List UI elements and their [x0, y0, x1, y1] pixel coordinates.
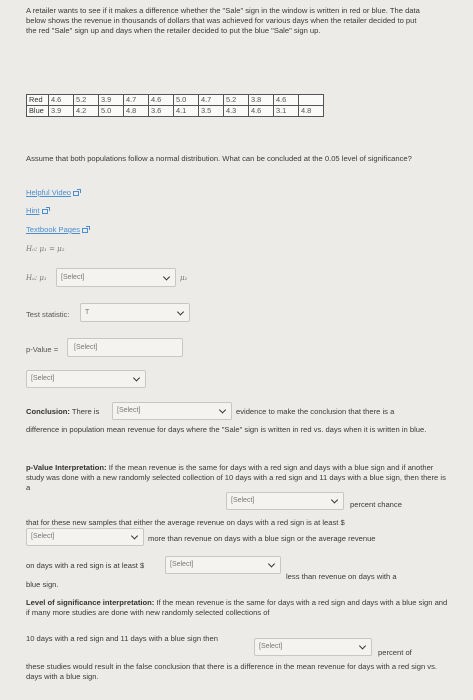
pvalue-diff-select-1[interactable] — [26, 528, 144, 546]
blue-value: 4.1 — [174, 106, 199, 117]
red-value: 5.2 — [74, 95, 99, 106]
pvalue-interpretation-text: If the mean revenue is the same for days with a red sign and days with a blue sign and if another study was done with a new randomly selected collection of 10 days with a red sign and 11 days with a blue sign, then there is a — [26, 463, 446, 492]
red-value: 4.6 — [149, 95, 174, 106]
pvalue-interpretation-line3: that for these new samples that either the average revenue on days with a red sign is at least $ — [26, 518, 345, 527]
pvalue-interpretation-line5: on days with a red sign is at least $ — [26, 561, 145, 570]
red-value: 3.8 — [249, 95, 274, 106]
helpful-video-link[interactable] — [26, 188, 79, 198]
chevron-down-icon — [359, 642, 366, 649]
select-placeholder: [Select] — [117, 407, 141, 415]
pvalue-interpretation-line1 — [26, 463, 452, 493]
blue-value: 3.6 — [149, 106, 174, 117]
select-placeholder: [Select] — [61, 273, 85, 281]
conclusion-prefix: There is — [71, 407, 100, 416]
blue-value: 4.3 — [224, 106, 249, 117]
red-value: 4.6 — [274, 95, 299, 106]
data-table — [26, 94, 324, 117]
hint-label: Hint — [26, 206, 40, 215]
red-value: 3.9 — [99, 95, 124, 106]
pvalue-percent-suffix: percent chance — [350, 500, 402, 509]
null-hypothesis: H₀: μ₁ = μ₂ — [26, 245, 65, 253]
pvalue-diff-suffix-2: less than revenue on days with a — [286, 572, 397, 581]
conclusion-suffix: evidence to make the conclusion that there is a — [236, 407, 395, 416]
chevron-down-icon — [163, 273, 170, 280]
select-placeholder: [Select] — [231, 497, 255, 505]
blue-value: 3.9 — [49, 106, 74, 117]
conclusion-line2: difference in population mean revenue for days where the "Sale" sign is written in red vs. days when it is written in blue. — [26, 425, 427, 434]
red-value: 5.0 — [174, 95, 199, 106]
alt-hypothesis-prefix: Hₐ: μ₁ — [26, 274, 47, 282]
chevron-down-icon — [331, 496, 338, 503]
row-label-red: Red — [27, 95, 49, 106]
pvalue-input[interactable] — [67, 338, 183, 357]
red-value: 4.7 — [199, 95, 224, 106]
pvalue-diff-select-2[interactable] — [165, 556, 281, 574]
question-text: Assume that both populations follow a normal distribution. What can be concluded at the 0.05 level of significance? — [26, 154, 412, 163]
select-placeholder: [Select] — [31, 533, 55, 541]
external-link-icon — [82, 228, 88, 233]
chevron-down-icon — [268, 560, 275, 567]
chevron-down-icon — [131, 532, 138, 539]
pvalue-interpretation-label: p-Value Interpretation: — [26, 463, 107, 472]
external-link-icon — [73, 191, 79, 196]
select-placeholder: [Select] — [31, 375, 55, 383]
row-label-blue: Blue — [27, 106, 49, 117]
pvalue-diff-suffix-1: more than revenue on days with a blue sign or the average revenue — [148, 534, 376, 543]
red-value: 4.6 — [49, 95, 74, 106]
blue-value: 4.8 — [299, 106, 324, 117]
test-statistic-label: Test statistic: — [26, 310, 70, 319]
blue-value: 4.8 — [124, 106, 149, 117]
significance-interpretation-text: If the mean revenue is the same for days with a red sign and days with a blue sign and if many more studies are done with new randomly selected collections of — [26, 598, 448, 617]
textbook-pages-link[interactable] — [26, 225, 88, 235]
red-value — [299, 95, 324, 106]
chevron-down-icon — [177, 308, 184, 315]
decision-select[interactable] — [26, 370, 146, 388]
conclusion-label: Conclusion: — [26, 407, 70, 416]
table-row-blue — [27, 106, 324, 117]
alt-hypothesis-suffix: μ₂ — [180, 274, 188, 282]
blue-value: 4.6 — [249, 106, 274, 117]
pvalue-percent-select[interactable] — [226, 492, 344, 510]
red-value: 4.7 — [124, 95, 149, 106]
significance-interpretation-line1 — [26, 598, 452, 618]
test-statistic-value: T — [85, 308, 90, 316]
helpful-video-label: Helpful Video — [26, 188, 72, 197]
pvalue-input-placeholder: [Select] — [74, 343, 98, 351]
problem-intro: A retailer wants to see if it makes a difference whether the "Sale" sign in the window is written in red or blue. The data below shows the revenue in thousands of dollars that was achieved for various days when the retailer decided to put the red "Sale" sign up and days when the retailer decided to put the blue "Sale" sign up. — [26, 6, 420, 35]
significance-interpretation-line2: 10 days with a red sign and 11 days with a blue sign then — [26, 634, 218, 643]
hint-link[interactable] — [26, 206, 48, 216]
significance-interpretation-line3: these studies would result in the false conclusion that there is a difference in the mean revenue for days with a red sign vs. days with a blue sign. — [26, 662, 437, 681]
table-row-red — [27, 95, 324, 106]
select-placeholder: [Select] — [170, 561, 194, 569]
chevron-down-icon — [133, 374, 140, 381]
blue-value: 3.1 — [274, 106, 299, 117]
blue-value: 3.5 — [199, 106, 224, 117]
red-value: 5.2 — [224, 95, 249, 106]
conclusion-select[interactable] — [112, 402, 232, 420]
significance-percent-suffix: percent of — [378, 648, 412, 657]
alt-hypothesis-select[interactable] — [56, 268, 176, 287]
pvalue-label: p-Value = — [26, 345, 59, 354]
blue-value: 5.0 — [99, 106, 124, 117]
test-statistic-select[interactable] — [80, 303, 190, 322]
pvalue-interpretation-line6: blue sign. — [26, 580, 59, 589]
textbook-pages-label: Textbook Pages — [26, 225, 81, 234]
significance-percent-select[interactable] — [254, 638, 372, 656]
blue-value: 4.2 — [74, 106, 99, 117]
select-placeholder: [Select] — [259, 643, 283, 651]
external-link-icon — [42, 209, 48, 214]
chevron-down-icon — [219, 406, 226, 413]
significance-interpretation-label: Level of significance interpretation: — [26, 598, 155, 607]
